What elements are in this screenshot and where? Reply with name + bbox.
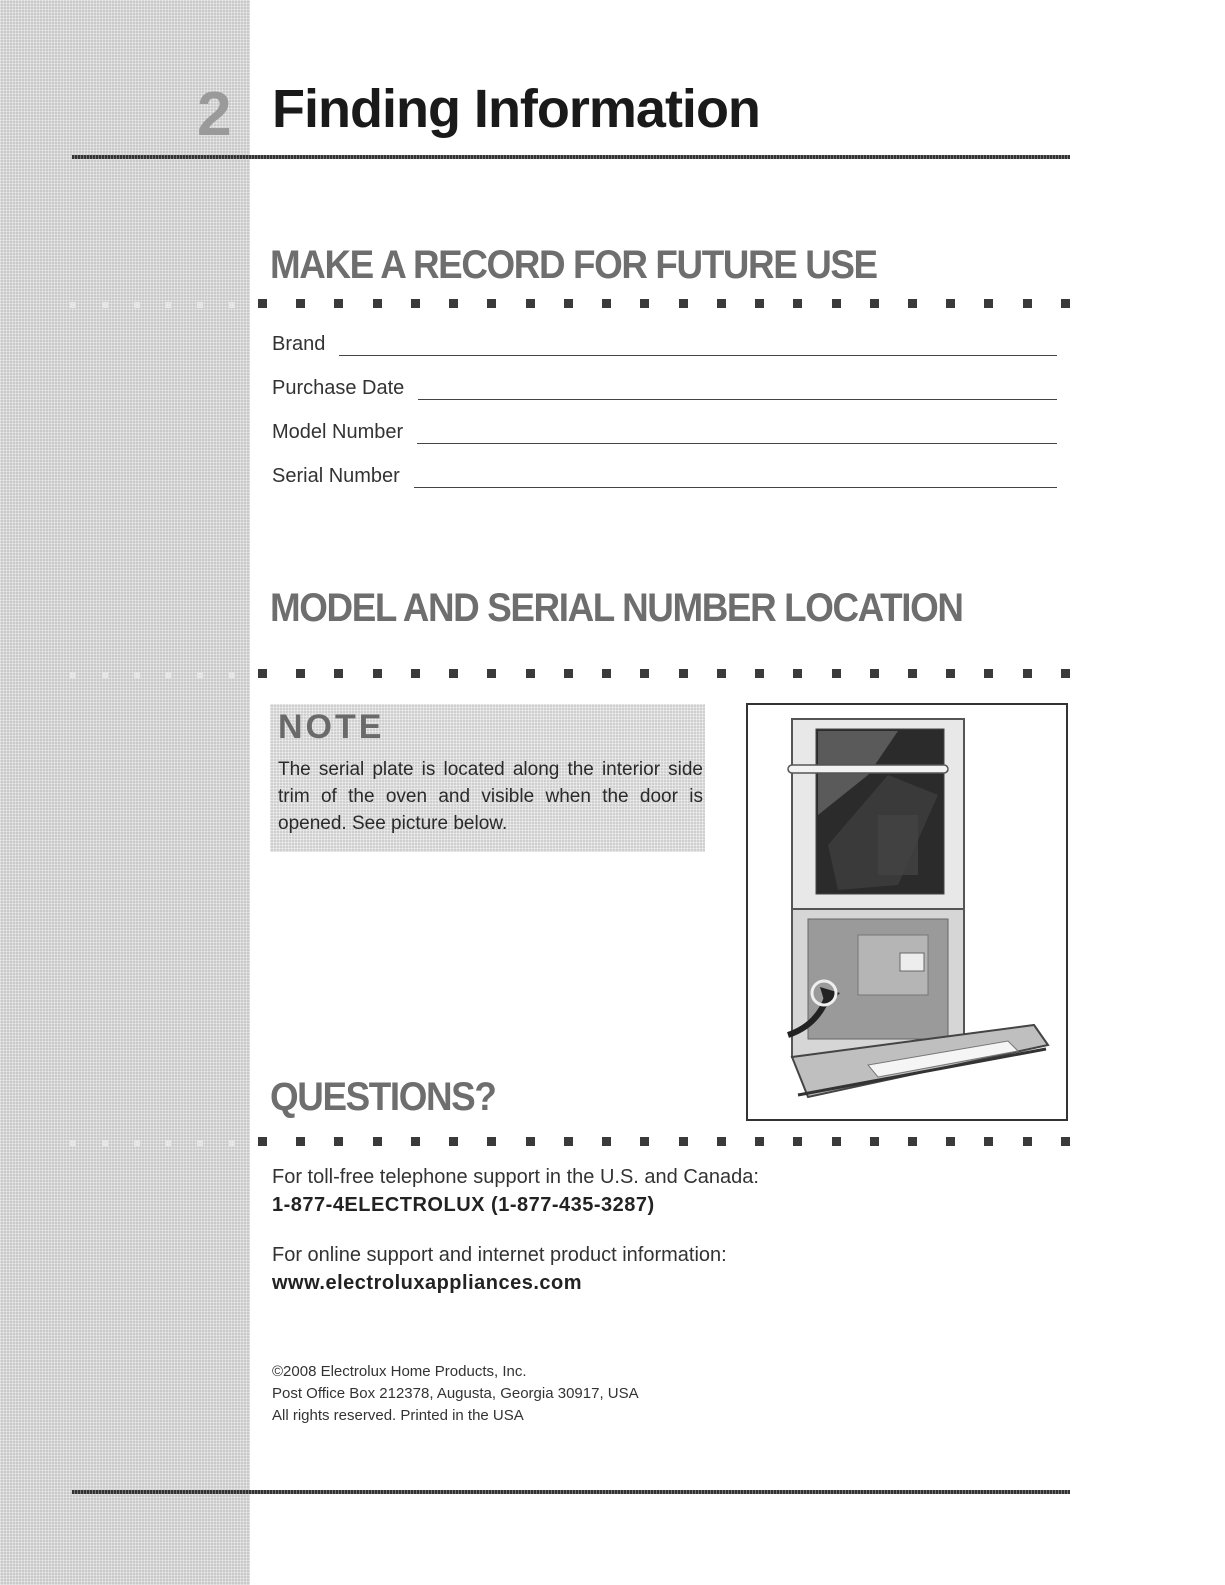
chapter-title: Finding Information [272, 79, 760, 139]
dot-divider [258, 669, 1070, 679]
oven-drawing [748, 705, 1066, 1119]
note-box [270, 704, 705, 852]
questions-heading: QUESTIONS? [270, 1075, 496, 1119]
dot-divider [258, 1137, 1070, 1147]
website-link[interactable]: www.electroluxappliances.com [272, 1272, 583, 1294]
brand-field[interactable] [272, 330, 1057, 356]
note-title: NOTE [278, 708, 385, 746]
purchase-date-field[interactable] [272, 374, 1057, 400]
field-label: Brand [272, 333, 326, 355]
side-dot-row [70, 1140, 235, 1146]
note-text: The serial plate is located along the interior side trim of the oven and visible when the door is opened. See picture below. [278, 759, 703, 834]
location-heading: MODEL AND SERIAL NUMBER LOCATION [270, 586, 963, 630]
write-line [339, 337, 1057, 356]
write-line [414, 469, 1057, 488]
rights-text: All rights reserved. Printed in the USA [272, 1407, 524, 1424]
side-dot-row [70, 302, 235, 308]
write-line [417, 425, 1057, 444]
field-label: Purchase Date [272, 377, 405, 399]
bottom-rule [72, 1490, 1070, 1494]
phone-intro: For toll-free telephone support in the U.S. and Canada: [272, 1166, 759, 1188]
top-rule [72, 155, 1070, 159]
dot-divider [258, 299, 1070, 309]
serial-number-field[interactable] [272, 462, 1057, 488]
field-label: Model Number [272, 421, 404, 443]
chapter-number: 2 [197, 80, 232, 149]
record-heading: MAKE A RECORD FOR FUTURE USE [270, 243, 877, 287]
phone-number[interactable]: 1-877-4ELECTROLUX (1-877-435-3287) [272, 1194, 655, 1216]
write-line [418, 381, 1057, 400]
online-intro: For online support and internet product information: [272, 1244, 727, 1266]
field-label: Serial Number [272, 465, 400, 487]
side-dot-row [70, 672, 235, 678]
model-number-field[interactable] [272, 418, 1057, 444]
address-text: Post Office Box 212378, Augusta, Georgia 30917, USA [272, 1385, 639, 1402]
copyright-text: ©2008 Electrolux Home Products, Inc. [272, 1363, 527, 1380]
sidebar-pattern [0, 0, 250, 1585]
oven-illustration [746, 703, 1068, 1121]
